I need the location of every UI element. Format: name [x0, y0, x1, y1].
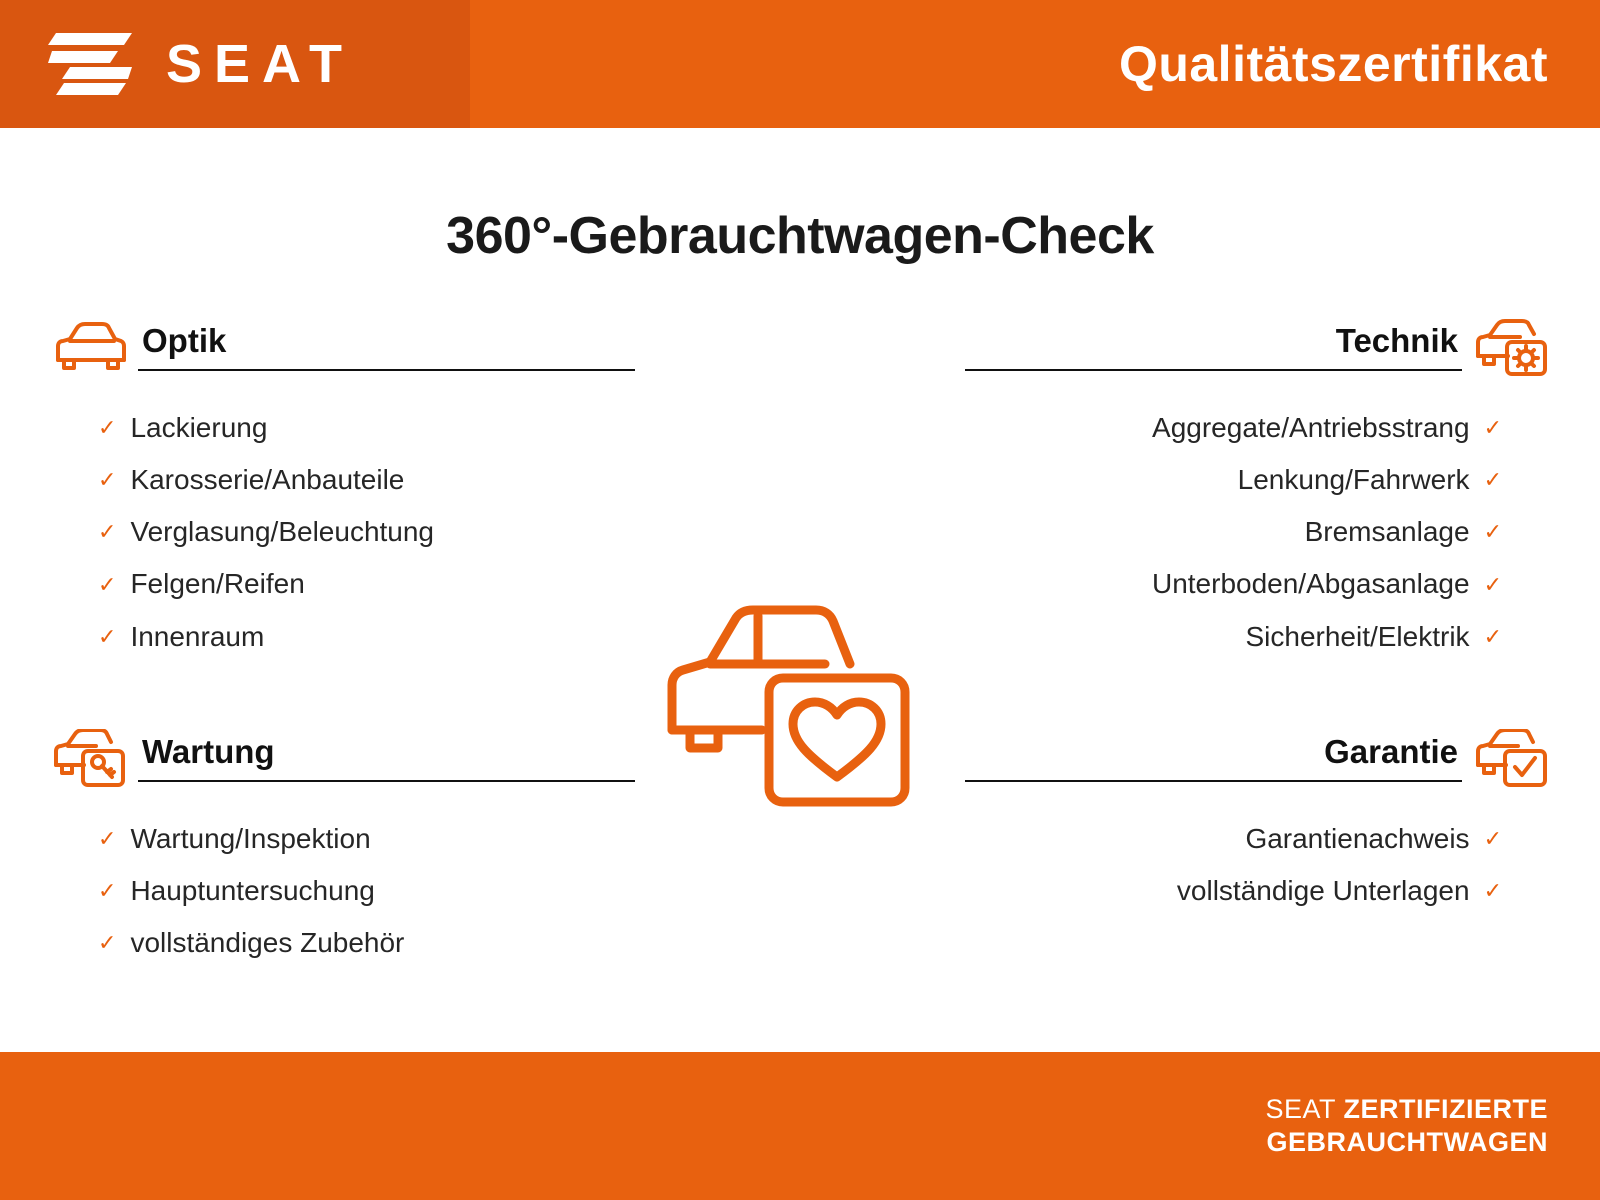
check-icon: ✓	[98, 930, 117, 956]
footer-claim	[1265, 1093, 1548, 1159]
list-item-label: Lenkung/Fahrwerk	[1237, 464, 1470, 496]
list-item	[965, 813, 1548, 865]
check-icon: ✓	[98, 623, 117, 649]
list-item-label: vollständiges Zubehör	[130, 927, 405, 959]
footer-claim-bold: ZERTIFIZIERTE	[1343, 1094, 1548, 1125]
check-sections-grid	[0, 318, 1600, 969]
content-area	[0, 128, 1600, 1052]
car-key-outline-icon	[52, 729, 126, 787]
list-item	[965, 865, 1548, 917]
brand-logo-block	[0, 0, 470, 128]
list-item	[52, 813, 635, 865]
list-item-label: Lackierung	[130, 412, 268, 443]
check-icon: ✓	[98, 878, 117, 904]
section-wartung-title: Wartung	[142, 732, 275, 770]
list-item	[52, 558, 635, 610]
seat-s-logo-icon	[48, 31, 132, 97]
list-item	[965, 454, 1548, 506]
section-technik-list	[965, 402, 1548, 663]
list-item-label: Aggregate/Antriebsstrang	[1152, 412, 1470, 443]
section-technik-rule	[965, 369, 1462, 371]
section-wartung-header	[52, 729, 635, 787]
check-icon: ✓	[98, 519, 117, 545]
list-item	[52, 611, 635, 663]
check-icon: ✓	[98, 415, 117, 441]
grid-spacer	[52, 663, 635, 729]
list-item-label: Innenraum	[130, 620, 265, 652]
list-item-label: Garantienachweis	[1245, 822, 1470, 854]
list-item	[52, 506, 635, 558]
list-item-label: Verglasung/Beleuchtung	[130, 516, 435, 548]
check-icon: ✓	[98, 467, 117, 493]
certificate-title: Qualitätszertifikat	[1118, 36, 1548, 92]
list-item-label: vollständige Unterlagen	[1176, 874, 1470, 906]
list-item	[965, 506, 1548, 558]
section-technik	[965, 318, 1548, 663]
list-item	[965, 611, 1548, 663]
list-item	[965, 558, 1548, 610]
section-wartung-list	[52, 813, 635, 969]
section-wartung-rule	[138, 780, 635, 782]
check-icon: ✓	[1483, 415, 1502, 441]
section-optik	[52, 318, 635, 663]
brand-wordmark: SEAT	[166, 34, 355, 94]
car-front-outline-icon	[52, 318, 126, 376]
check-icon: ✓	[1483, 467, 1502, 493]
car-gear-outline-icon	[1474, 318, 1548, 376]
check-icon: ✓	[98, 825, 117, 851]
section-optik-rule	[138, 369, 635, 371]
list-item	[52, 917, 635, 969]
header-bar	[0, 0, 1600, 128]
list-item-label: Wartung/Inspektion	[130, 822, 371, 854]
list-item-label: Unterboden/Abgasanlage	[1151, 568, 1470, 600]
footer-claim-line2: GEBRAUCHTWAGEN	[1266, 1127, 1548, 1157]
list-item-label: Felgen/Reifen	[130, 568, 305, 600]
list-item-label: Bremsanlage	[1304, 516, 1470, 548]
section-garantie-title: Garantie	[1324, 732, 1458, 770]
list-item	[52, 402, 635, 454]
check-icon: ✓	[1483, 623, 1502, 649]
section-optik-title: Optik	[142, 321, 227, 359]
list-item-label: Karosserie/Anbauteile	[130, 464, 405, 496]
check-icon: ✓	[1483, 878, 1502, 904]
car-checkmark-outline-icon	[1474, 729, 1548, 787]
footer-bar	[0, 1052, 1600, 1200]
page-title: 360°-Gebrauchtwagen-Check	[446, 207, 1154, 265]
footer-claim-prefix: SEAT	[1265, 1094, 1336, 1125]
section-garantie	[965, 729, 1548, 969]
check-icon: ✓	[1483, 571, 1502, 597]
section-garantie-list	[965, 813, 1548, 917]
check-icon: ✓	[98, 571, 117, 597]
list-item	[52, 865, 635, 917]
section-technik-title: Technik	[1335, 321, 1458, 359]
list-item	[965, 402, 1548, 454]
section-garantie-header	[965, 729, 1548, 787]
footer-claim-line1	[1265, 1093, 1548, 1126]
section-optik-list	[52, 402, 635, 663]
list-item-label: Hauptuntersuchung	[130, 874, 375, 906]
section-garantie-rule	[965, 780, 1462, 782]
section-wartung	[52, 729, 635, 969]
grid-spacer	[965, 663, 1548, 729]
list-item-label: Sicherheit/Elektrik	[1245, 620, 1470, 652]
check-icon: ✓	[1483, 825, 1502, 851]
section-technik-header	[965, 318, 1548, 376]
section-optik-header	[52, 318, 635, 376]
list-item	[52, 454, 635, 506]
check-icon: ✓	[1483, 519, 1502, 545]
